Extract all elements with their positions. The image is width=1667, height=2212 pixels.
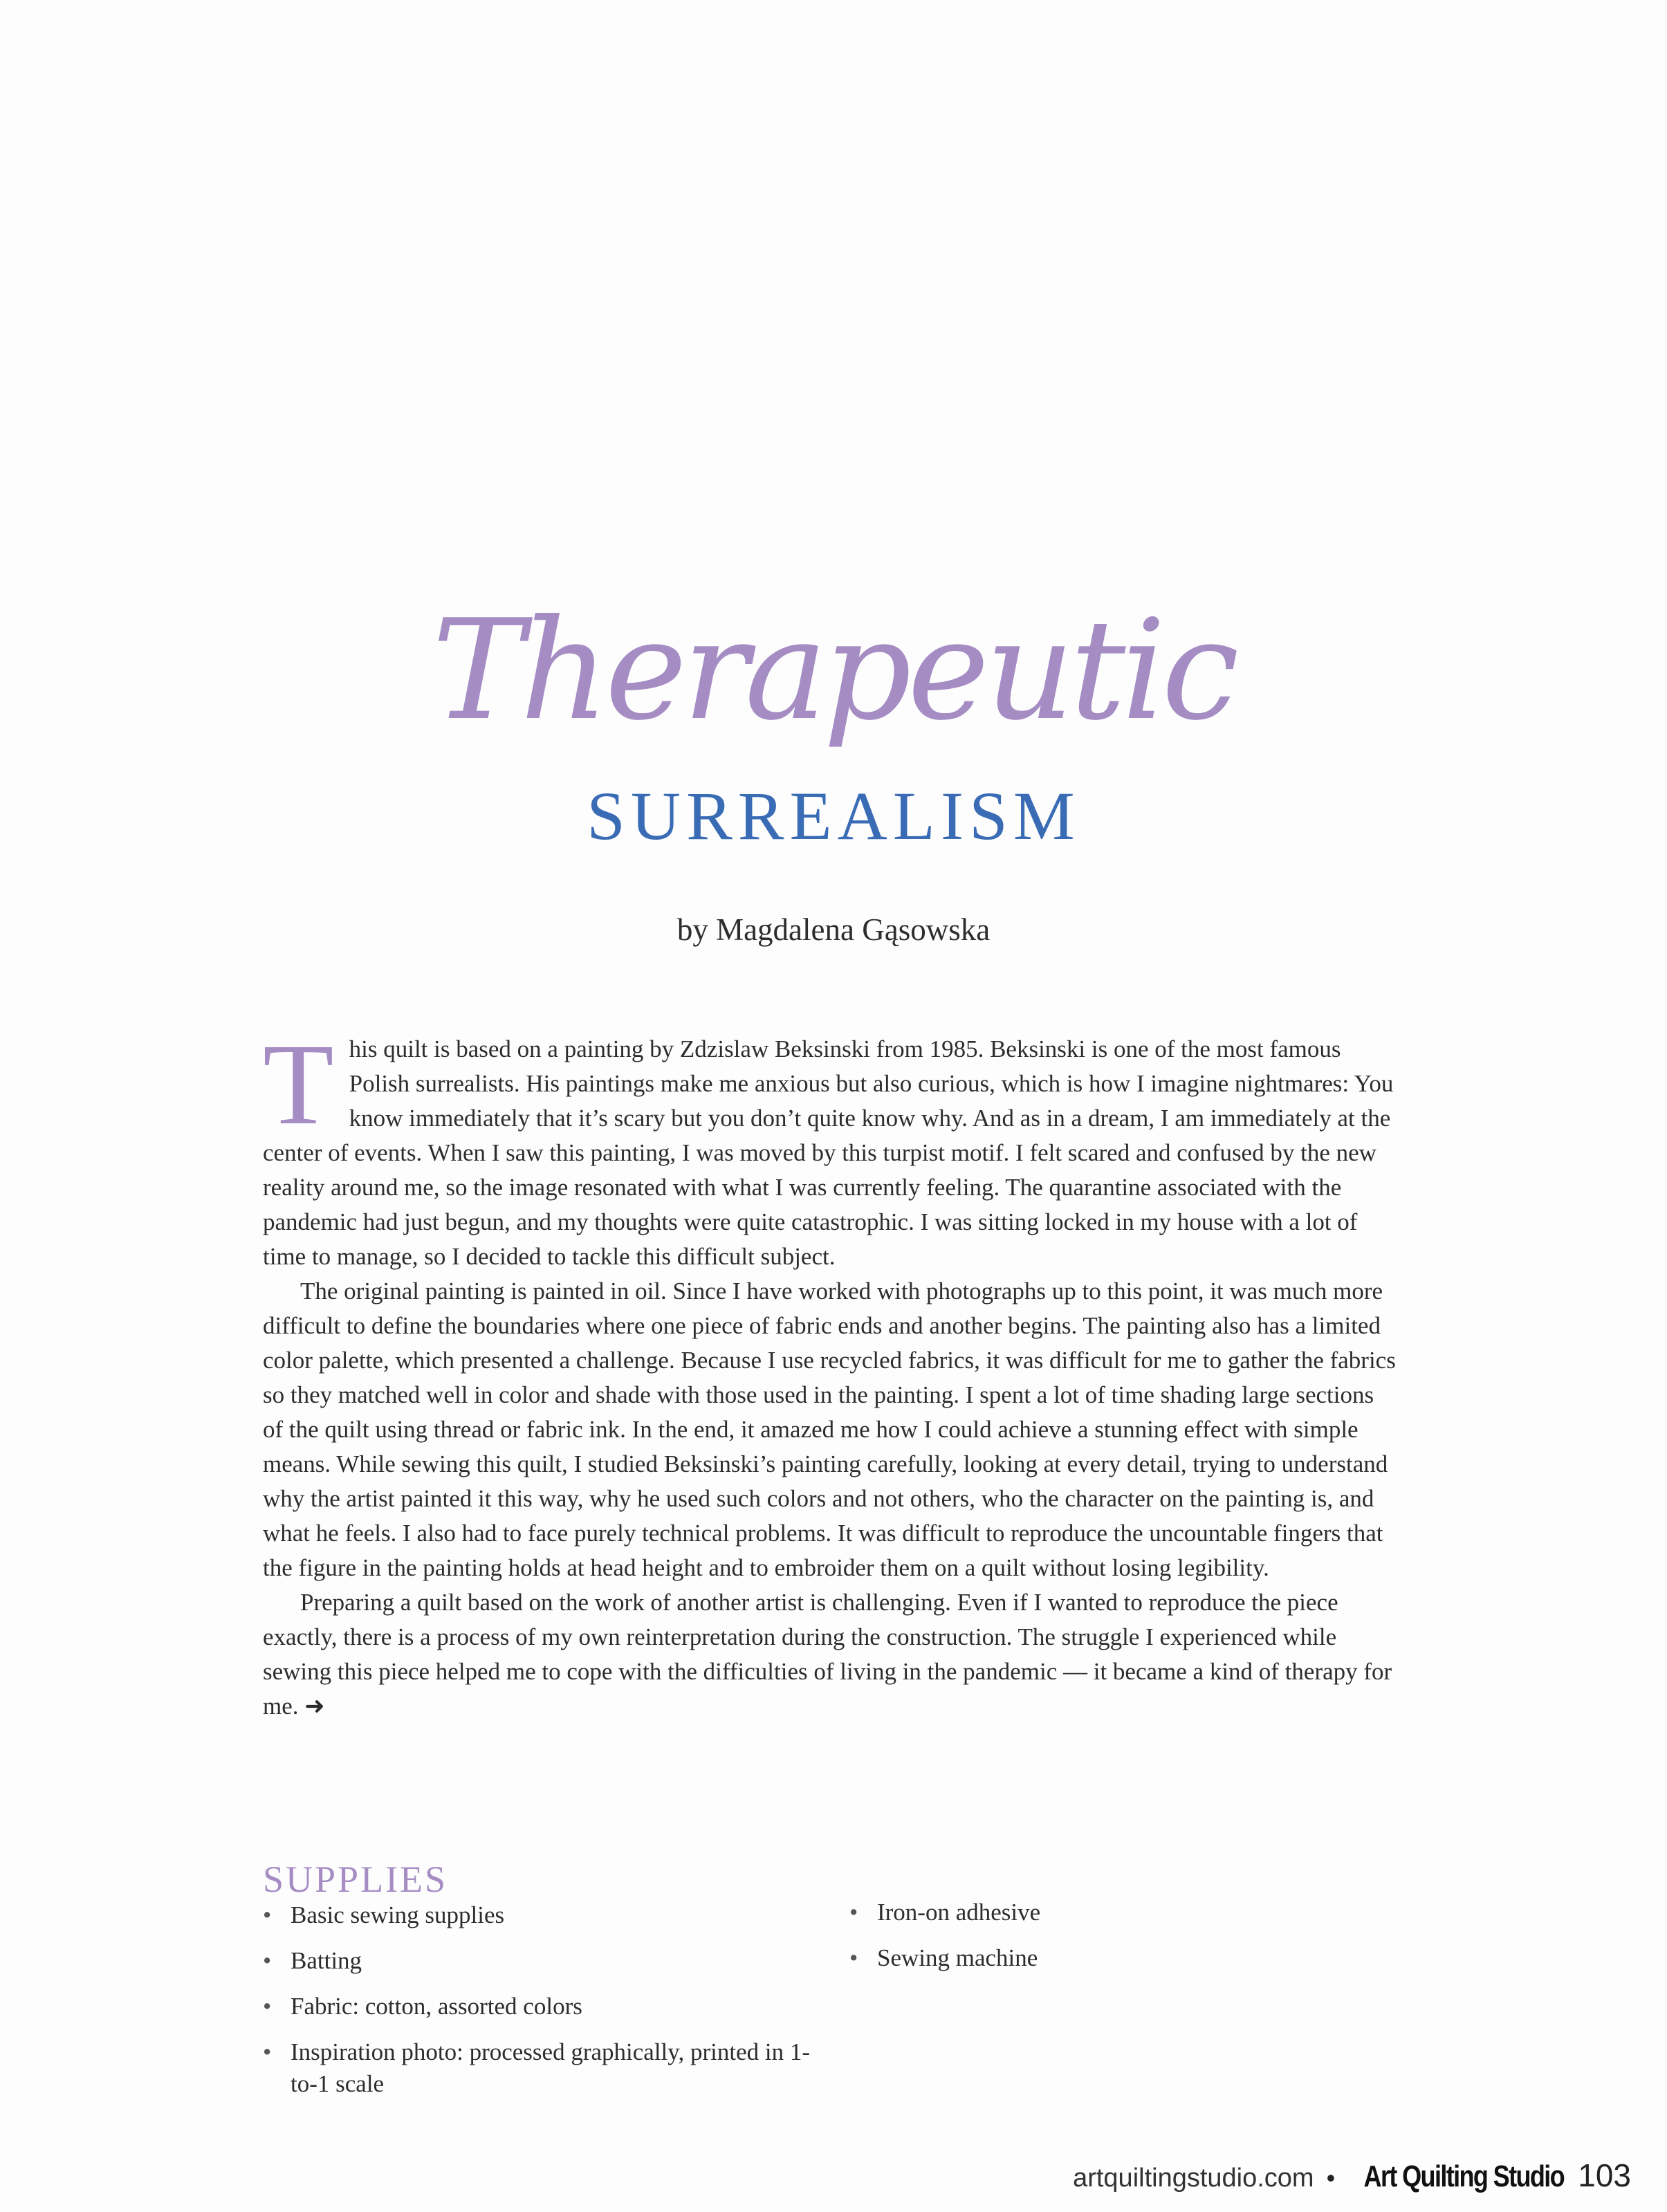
article-paragraph: Preparing a quilt based on the work of another artist is challenging. Even if I wanted to reproduce the piece exactly, there is a process of my own reinterpretation during the construction. The struggle I experienced while sewing this piece helped me to cope with the difficulties of living in the pandemic — it became a kind of therapy for me. ➜ [263, 1589, 1392, 1720]
bullet-icon: • [263, 1901, 272, 1928]
supply-item [263, 1991, 830, 2022]
article-paragraph: The original painting is painted in oil. Since I have worked with photographs up to this point, it was much more difficult to define the boundaries where one piece of fabric ends and another begins. The painting also has a limited color palette, which presented a challenge. Because I use recycled fabrics, it was difficult for me to gather the fabrics so they matched well in color and shade with those used in the painting. I spent a lot of time shading large sections of the quilt using thread or fabric ink. In the end, it amazed me how I could achieve a stunning effect with simple means. While sewing this quilt, I studied Beksinski’s painting carefully, looking at every detail, trying to understand why the artist painted it this way, why he used such colors and not others, who the character on the painting is, and what he feels. I also had to face purely technical problems. It was difficult to reproduce the uncountable fingers that the figure in the painting holds at head height and to embroider them on a quilt without losing legibility. [263, 1278, 1396, 1581]
bullet-icon: • [263, 1947, 272, 1974]
supply-item [263, 2036, 830, 2100]
supply-item [849, 1942, 1334, 1974]
footer-separator: • [1326, 2164, 1336, 2192]
supply-item-text: Batting [291, 1947, 362, 1974]
supply-item [263, 1945, 830, 1977]
supply-item-text: Iron-on adhesive [877, 1899, 1041, 1926]
bullet-icon: • [849, 1899, 858, 1926]
page-footer [1073, 2157, 1631, 2194]
bullet-icon: • [263, 2038, 272, 2065]
paragraph-text: his quilt is based on a painting by Zdzislaw Beksinski from 1985. Beksinski is one of the most famous Polish surrealists. His paintings make me anxious but also curious, which is how I imagine nightmares: You know immediately that it’s scary but you don’t quite know why. And as in a dream, I am immediately at the center of events. When I saw this painting, I was moved by this turpist motif. I felt scared and confused by the new reality around me, so the image resonated with what I was currently feeling. The quarantine associated with the pandemic had just begun, and my thoughts were quite catastrophic. I was sitting locked in my house with a lot of time to manage, so I decided to tackle this difficult subject. [263, 1035, 1394, 1270]
supply-item [849, 1897, 1334, 1928]
supply-item-text: Inspiration photo: processed graphically, printed in 1-to-1 scale [291, 2038, 811, 2097]
supplies-heading: SUPPLIES [263, 1859, 448, 1900]
drop-cap: T [263, 1020, 334, 1149]
magazine-name: Art Quilting Studio [1363, 2159, 1565, 2193]
title-script: Therapeutic [432, 590, 1235, 751]
supplies-list-right [849, 1897, 1334, 1988]
article-paragraph [263, 1020, 1397, 1274]
supply-item-text: Sewing machine [877, 1944, 1038, 1971]
bullet-icon: • [849, 1944, 858, 1971]
article-body [263, 1020, 1397, 1724]
supply-item-text: Fabric: cotton, assorted colors [291, 1993, 582, 2020]
author-byline: by Magdalena Gąsowska [676, 912, 991, 947]
title-caps: SURREALISM [587, 777, 1080, 854]
supplies-list-left [263, 1899, 830, 2114]
page-number: 103 [1578, 2157, 1631, 2193]
bullet-icon: • [263, 1993, 272, 2020]
footer-url: artquiltingstudio.com [1073, 2164, 1314, 2193]
supply-item-text: Basic sewing supplies [291, 1901, 505, 1928]
supply-item [263, 1899, 830, 1931]
